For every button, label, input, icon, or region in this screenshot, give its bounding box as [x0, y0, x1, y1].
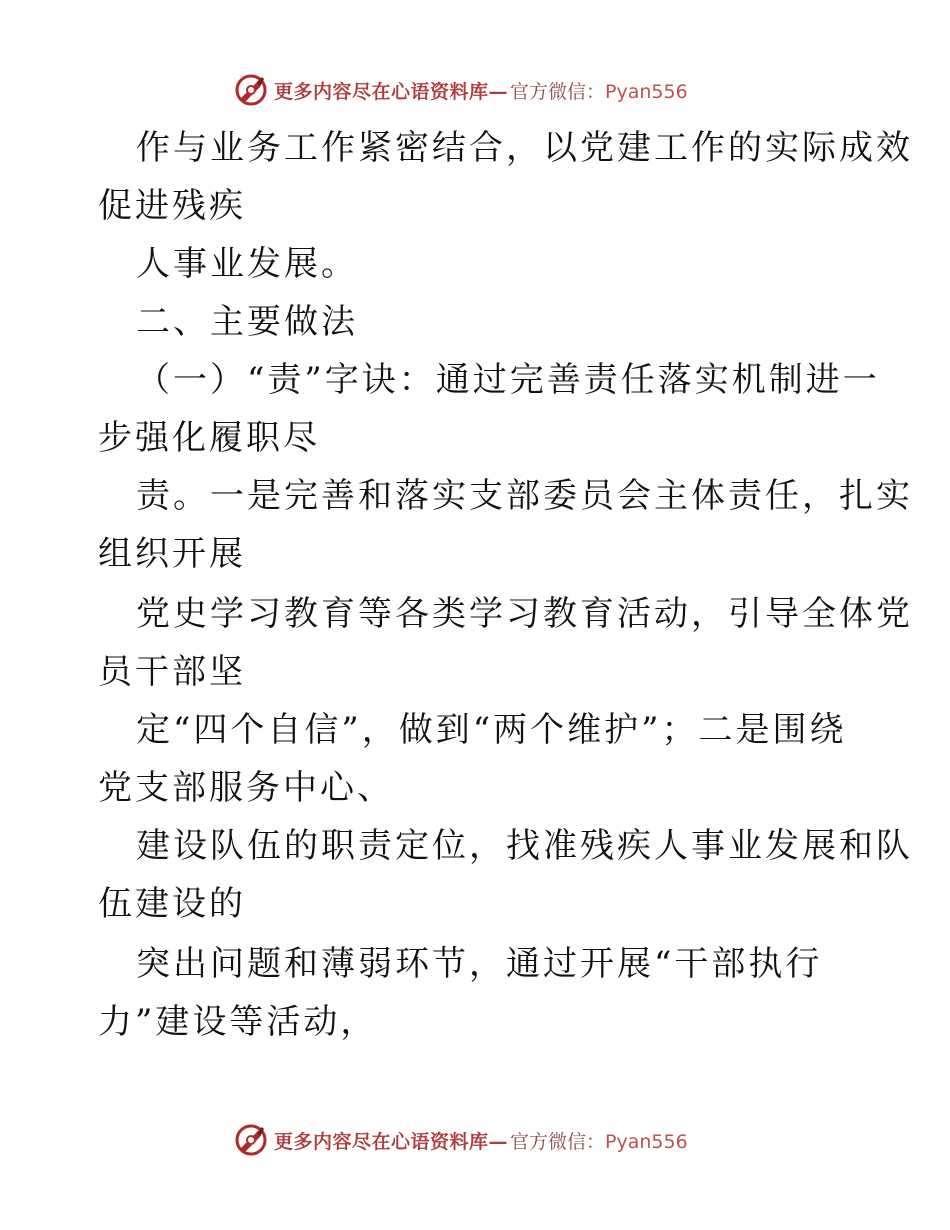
paragraph-line: 定“四个自信”，做到“两个维护”；二是围绕: [136, 710, 847, 750]
paragraph-line: 作与业务工作紧密结合，以党建工作的实际成效: [136, 128, 913, 168]
paragraph-line: 责。一是完善和落实支部委员会主体责任，扎实: [136, 476, 913, 516]
logo-icon: [234, 73, 268, 107]
paragraph-line: 促进残疾: [98, 186, 246, 226]
watermark-wechat: [510, 1127, 688, 1154]
watermark-brand-text: 更多内容尽在心语资料库—: [274, 80, 509, 103]
watermark-wechat-id: Pyan556: [605, 1130, 688, 1153]
paragraph-line: 组织开展: [98, 534, 246, 574]
paragraph-line: 步强化履职尽: [98, 418, 320, 458]
paragraph-line: 党史学习教育等各类学习教育活动，引导全体党: [136, 594, 913, 634]
watermark-wechat-label: 官方微信：: [510, 1130, 606, 1153]
paragraph-line: 突出问题和薄弱环节，通过开展“干部执行: [136, 944, 823, 984]
paragraph-line: 伍建设的: [98, 884, 246, 924]
paragraph-line: 人事业发展。: [136, 244, 358, 284]
paragraph-line: 力”建设等活动，: [98, 1002, 378, 1042]
header-watermark: [234, 72, 688, 108]
section-heading: 二、主要做法: [136, 302, 358, 342]
paragraph-line: 建设队伍的职责定位，找准残疾人事业发展和队: [136, 826, 913, 866]
logo-icon: [234, 1123, 268, 1157]
watermark-wechat-label: 官方微信：: [510, 80, 606, 103]
paragraph-line: （一）“责”字诀：通过完善责任落实机制进一: [136, 360, 880, 400]
watermark-wechat: [510, 77, 688, 104]
paragraph-line: 党支部服务中心、: [98, 768, 394, 808]
watermark-brand-text: 更多内容尽在心语资料库—: [274, 1130, 509, 1153]
paragraph-line: 员干部坚: [98, 652, 246, 692]
footer-watermark: [234, 1122, 688, 1158]
watermark-wechat-id: Pyan556: [605, 80, 688, 103]
